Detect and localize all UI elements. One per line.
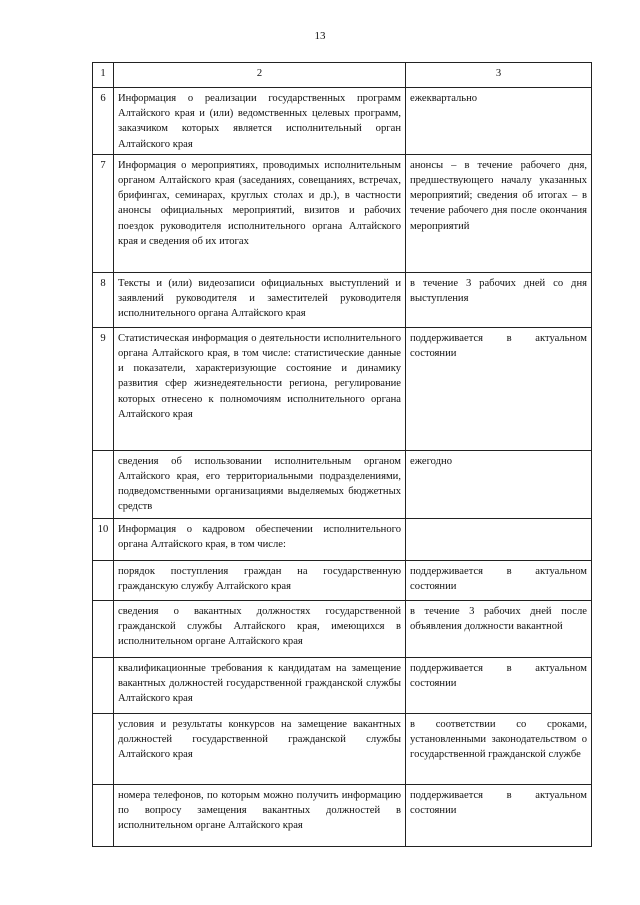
- row-term: ежегодно: [406, 450, 592, 518]
- row-term: поддерживается в актуальном состоянии: [406, 784, 592, 846]
- table-row: [93, 450, 592, 518]
- row-description: Статистическая информация о деятельности исполнительного органа Алтайского края, в том числе: статистические данные и показатели, характеризующие состояние и динамику развития сфер жизнедеятельности региона, регулирование которых отнесено к полномочиям исполнительного органа Алтайского края: [114, 327, 406, 450]
- table-row: [93, 600, 592, 657]
- row-number: [93, 450, 114, 518]
- row-number: 6: [93, 88, 114, 155]
- table-row: [93, 154, 592, 272]
- row-term: ежеквартально: [406, 88, 592, 155]
- row-description: сведения об использовании исполнительным органом Алтайского края, его территориальными подразделениями, подведомственными организациями выделяемых бюджетных средств: [114, 450, 406, 518]
- table-row: [93, 88, 592, 155]
- row-number: 7: [93, 154, 114, 272]
- table-header-row: [93, 63, 592, 88]
- row-term: в течение 3 рабочих дней после объявления должности вакантной: [406, 600, 592, 657]
- row-term: [406, 518, 592, 560]
- row-term: в соответствии со сроками, установленными законодательством о государственной гражданской службе: [406, 713, 592, 784]
- table-row: [93, 518, 592, 560]
- row-description: условия и результаты конкурсов на замещение вакантных должностей государственной гражданской службы Алтайского края: [114, 713, 406, 784]
- row-description: порядок поступления граждан на государственную гражданскую службу Алтайского края: [114, 560, 406, 600]
- row-description: квалификационные требования к кандидатам на замещение вакантных должностей государственной гражданской службы Алтайского края: [114, 657, 406, 713]
- header-col-3: 3: [406, 63, 592, 88]
- header-col-2: 2: [114, 63, 406, 88]
- information-table: [92, 62, 592, 847]
- row-number: [93, 657, 114, 713]
- row-description: Информация о мероприятиях, проводимых исполнительным органом Алтайского края (заседаниях, совещаниях, встречах, брифингах, семинарах, круглых столах и др.), в частности анонсы официальных мероприятий, визитов и рабочих поездок руководителя исполнительного органа Алтайского края и сведения об их итогах: [114, 154, 406, 272]
- table-row: [93, 272, 592, 327]
- row-number: [93, 560, 114, 600]
- header-col-1: 1: [93, 63, 114, 88]
- row-term: анонсы – в течение рабочего дня, предшествующего началу указанных мероприятий; сведения об итогах – в течение рабочего дня после окончания мероприятий: [406, 154, 592, 272]
- row-description: Информация о реализации государственных программ Алтайского края и (или) ведомственных целевых программ, заказчиком которых является исполнительный орган Алтайского края: [114, 88, 406, 155]
- row-number: [93, 600, 114, 657]
- row-term: в течение 3 рабочих дней со дня выступления: [406, 272, 592, 327]
- row-term: поддерживается в актуальном состоянии: [406, 657, 592, 713]
- table-row: [93, 784, 592, 846]
- row-description: Тексты и (или) видеозаписи официальных выступлений и заявлений руководителя и заместителей руководителя исполнительного органа Алтайского края: [114, 272, 406, 327]
- page-number: 13: [314, 30, 326, 42]
- row-term: поддерживается в актуальном состоянии: [406, 560, 592, 600]
- table-row: [93, 560, 592, 600]
- row-number: 10: [93, 518, 114, 560]
- row-number: [93, 713, 114, 784]
- table-row: [93, 713, 592, 784]
- row-description: Информация о кадровом обеспечении исполнительного органа Алтайского края, в том числе:: [114, 518, 406, 560]
- row-number: 8: [93, 272, 114, 327]
- table-row: [93, 657, 592, 713]
- row-term: поддерживается в актуальном состоянии: [406, 327, 592, 450]
- table-row: [93, 327, 592, 450]
- row-description: сведения о вакантных должностях государственной гражданской службы Алтайского края, имеющихся в исполнительном органе Алтайского края: [114, 600, 406, 657]
- row-number: [93, 784, 114, 846]
- row-number: 9: [93, 327, 114, 450]
- row-description: номера телефонов, по которым можно получить информацию по вопросу замещения вакантных должностей в исполнительном органе Алтайского края: [114, 784, 406, 846]
